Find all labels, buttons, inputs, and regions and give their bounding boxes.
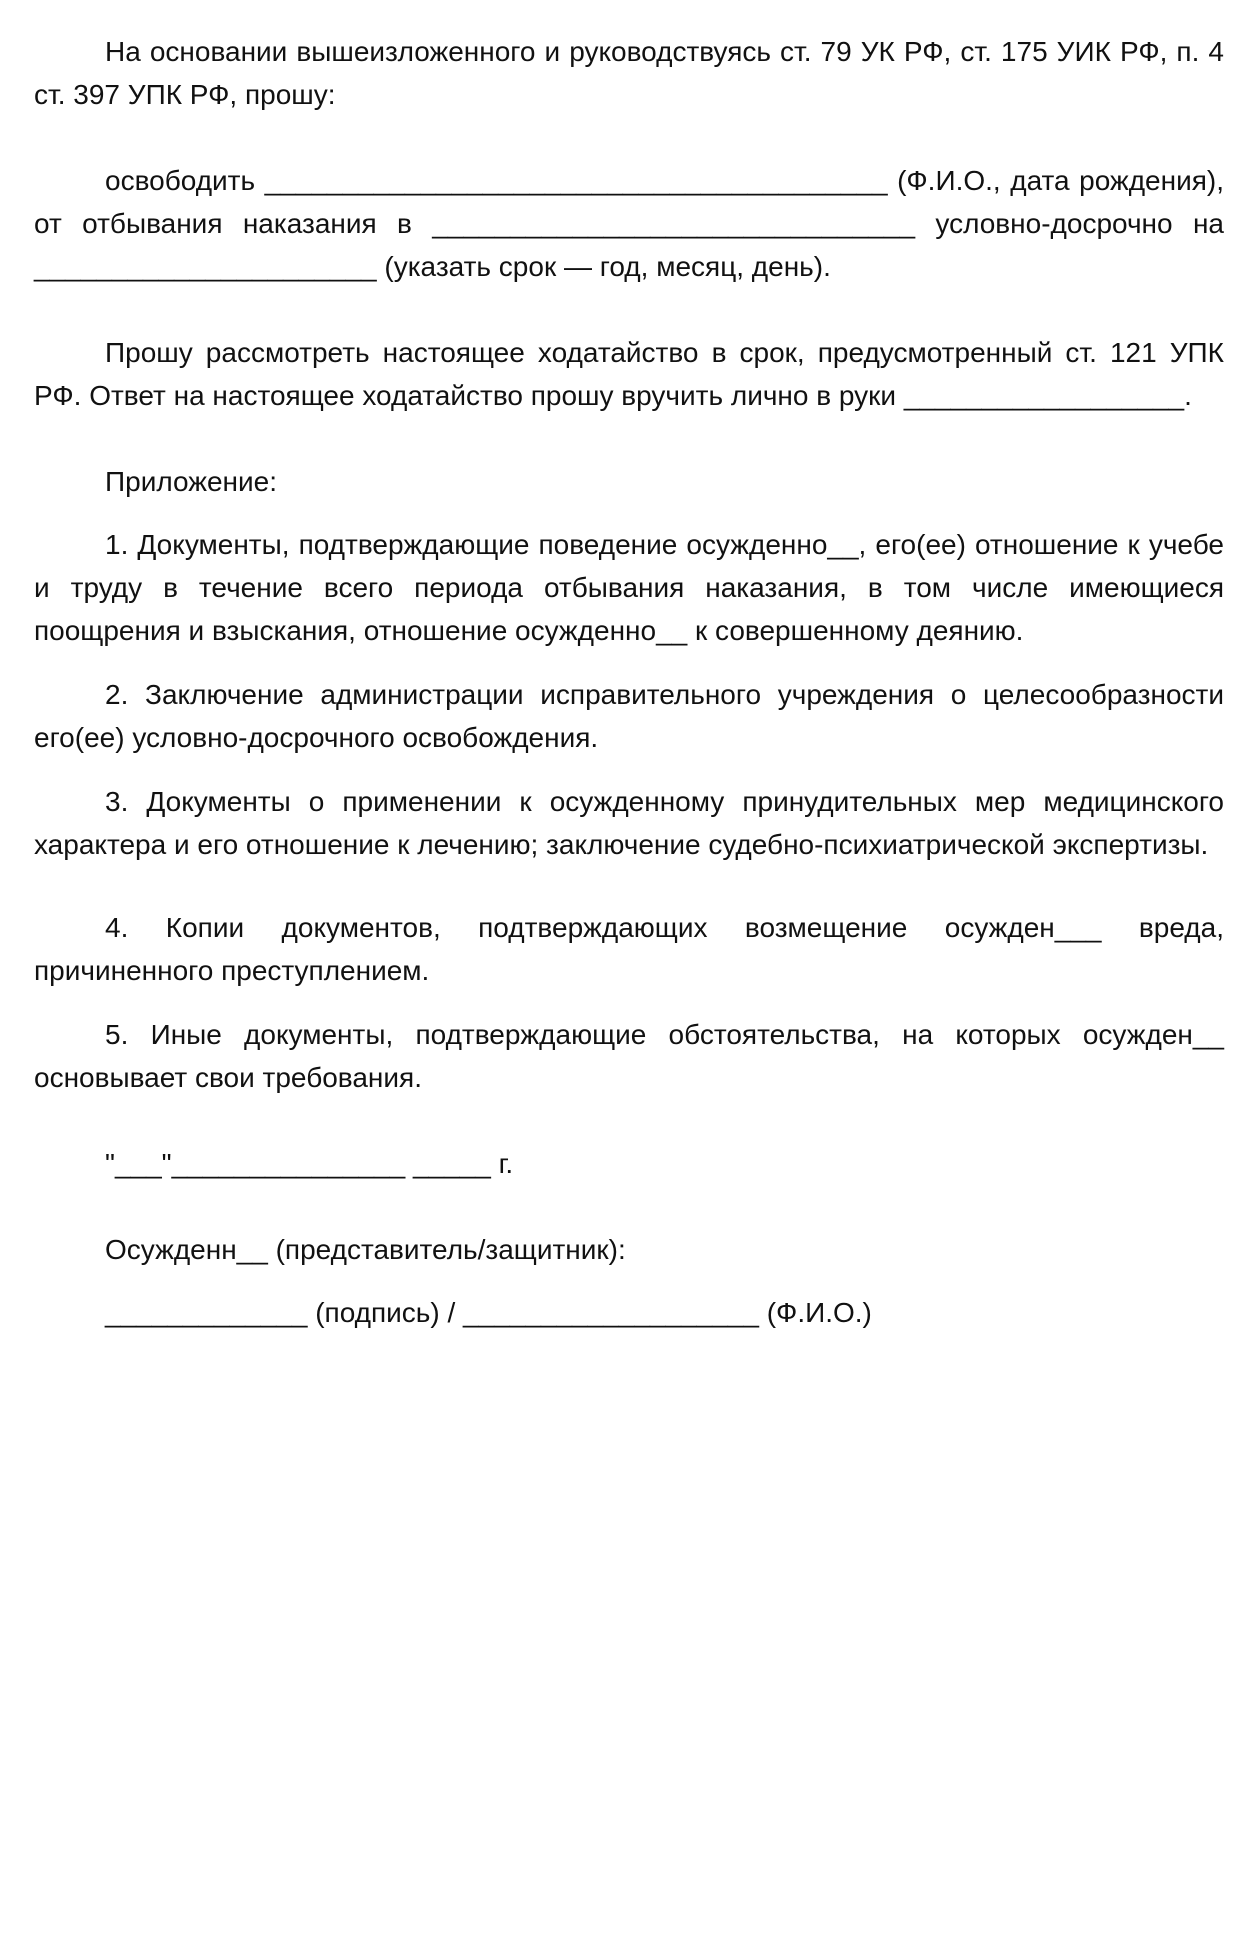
intro-paragraph: На основании вышеизложенного и руководствуясь ст. 79 УК РФ, ст. 175 УИК РФ, п. 4 ст. 397 УПК РФ, прошу: — [34, 36, 1224, 110]
attachment-item-2: 2. Заключение администрации исправительного учреждения о целесообразности его(ее) условно-досрочного освобождения. — [34, 679, 1224, 753]
attachment-item-4: 4. Копии документов, подтверждающих возмещение осужден___ вреда, причиненного преступлением. — [34, 912, 1224, 986]
date-line: "___"_______________ _____ г. — [105, 1148, 514, 1179]
review-request-paragraph: Прошу рассмотреть настоящее ходатайство в срок, предусмотренный ст. 121 УПК РФ. Ответ на настоящее ходатайство прошу вручить лично в руки __________________. — [34, 337, 1224, 411]
attachment-item-1: 1. Документы, подтверждающие поведение осужденно__, его(ее) отношение к учебе и труду в течение всего периода отбывания наказания, в том числе имеющиеся поощрения и взыскания, отношение осужденно__ к совершенному деянию. — [34, 529, 1224, 646]
signatory-label: Осужденн__ (представитель/защитник): — [105, 1234, 626, 1265]
signature-line: _____________ (подпись) / ___________________ (Ф.И.О.) — [105, 1297, 872, 1328]
release-request-paragraph: освободить ________________________________________ (Ф.И.О., дата рождения), от отбывания наказания в _______________________________ условно-досрочно на ______________________ (указать срок — год, месяц, день). — [34, 165, 1224, 282]
attachment-item-5: 5. Иные документы, подтверждающие обстоятельства, на которых осужден__ основывает свои требования. — [34, 1019, 1224, 1093]
attachment-item-3: 3. Документы о применении к осужденному принудительных мер медицинского характера и его отношение к лечению; заключение судебно-психиатрической экспертизы. — [34, 786, 1224, 860]
attachments-heading: Приложение: — [105, 466, 278, 497]
document-body — [34, 30, 1224, 1334]
